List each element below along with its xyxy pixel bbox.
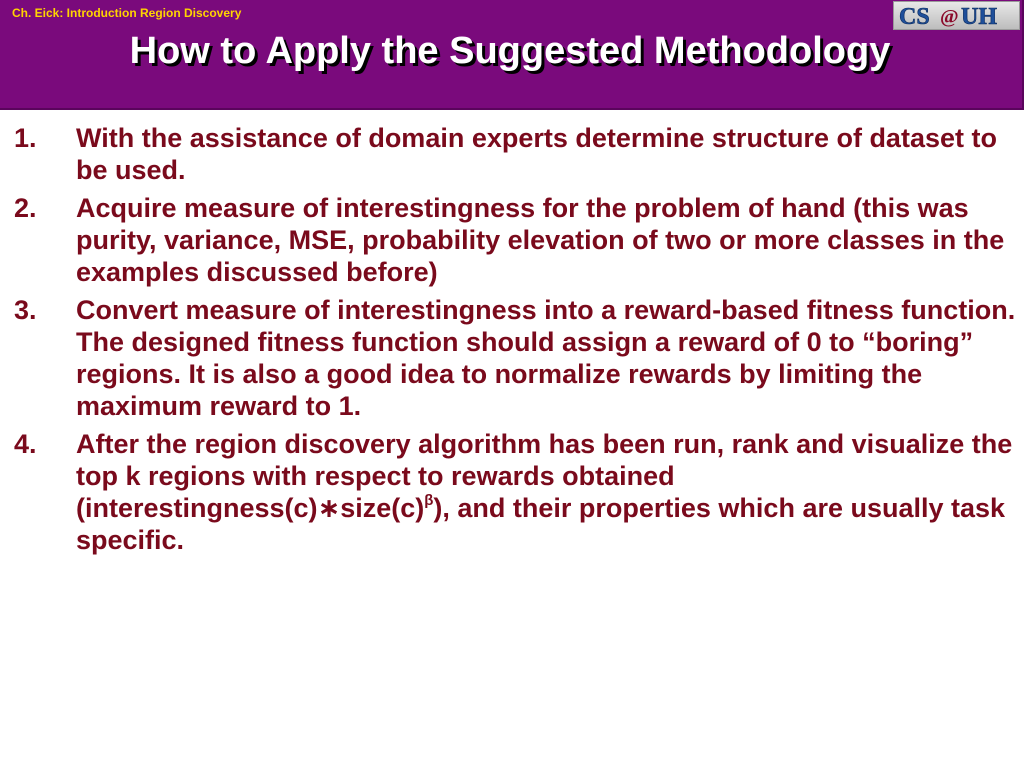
step-text: Acquire measure of interestingness for the problem of hand (this was purity, variance, MSE, probability elevation of two or more classes in the examples discussed before) <box>76 193 1005 287</box>
step-text: Convert measure of interestingness into a reward-based fitness function. The designed fitness function should assign a reward of 0 to “boring” regions. It is also a good idea to normalize rewards by limiting the maximum reward to 1. <box>76 295 1016 421</box>
cs-uh-logo <box>893 1 1020 30</box>
methodology-steps-list <box>14 122 1020 562</box>
step-text-middle: size(c) <box>340 493 425 523</box>
step-text-before: After the region discovery algorithm has been run, rank and visualize the top k regions with respect to rewards obtained (interestingness(c) <box>76 429 1013 523</box>
step-number: 1. <box>14 123 37 153</box>
beta-superscript: β <box>424 492 434 509</box>
step-text-after: ), and their properties which are usually task specific. <box>76 493 1006 555</box>
logo-at-text: @ <box>940 6 959 28</box>
multiplication-operator: ∗ <box>317 493 341 523</box>
step-text: With the assistance of domain experts determine structure of dataset to be used. <box>76 123 997 185</box>
step-number: 3. <box>14 295 37 325</box>
course-label: Ch. Eick: Introduction Region Discovery <box>12 6 242 20</box>
step-1 <box>14 122 1020 186</box>
step-4 <box>14 428 1020 556</box>
step-number: 2. <box>14 193 37 223</box>
logo-uh-text: UH <box>961 4 997 28</box>
logo-cs-text: CS <box>899 4 930 28</box>
slide-title: How to Apply the Suggested Methodology <box>129 30 891 72</box>
step-2 <box>14 192 1020 288</box>
title-bar <box>0 0 1024 110</box>
step-3 <box>14 294 1020 422</box>
step-number: 4. <box>14 429 37 459</box>
